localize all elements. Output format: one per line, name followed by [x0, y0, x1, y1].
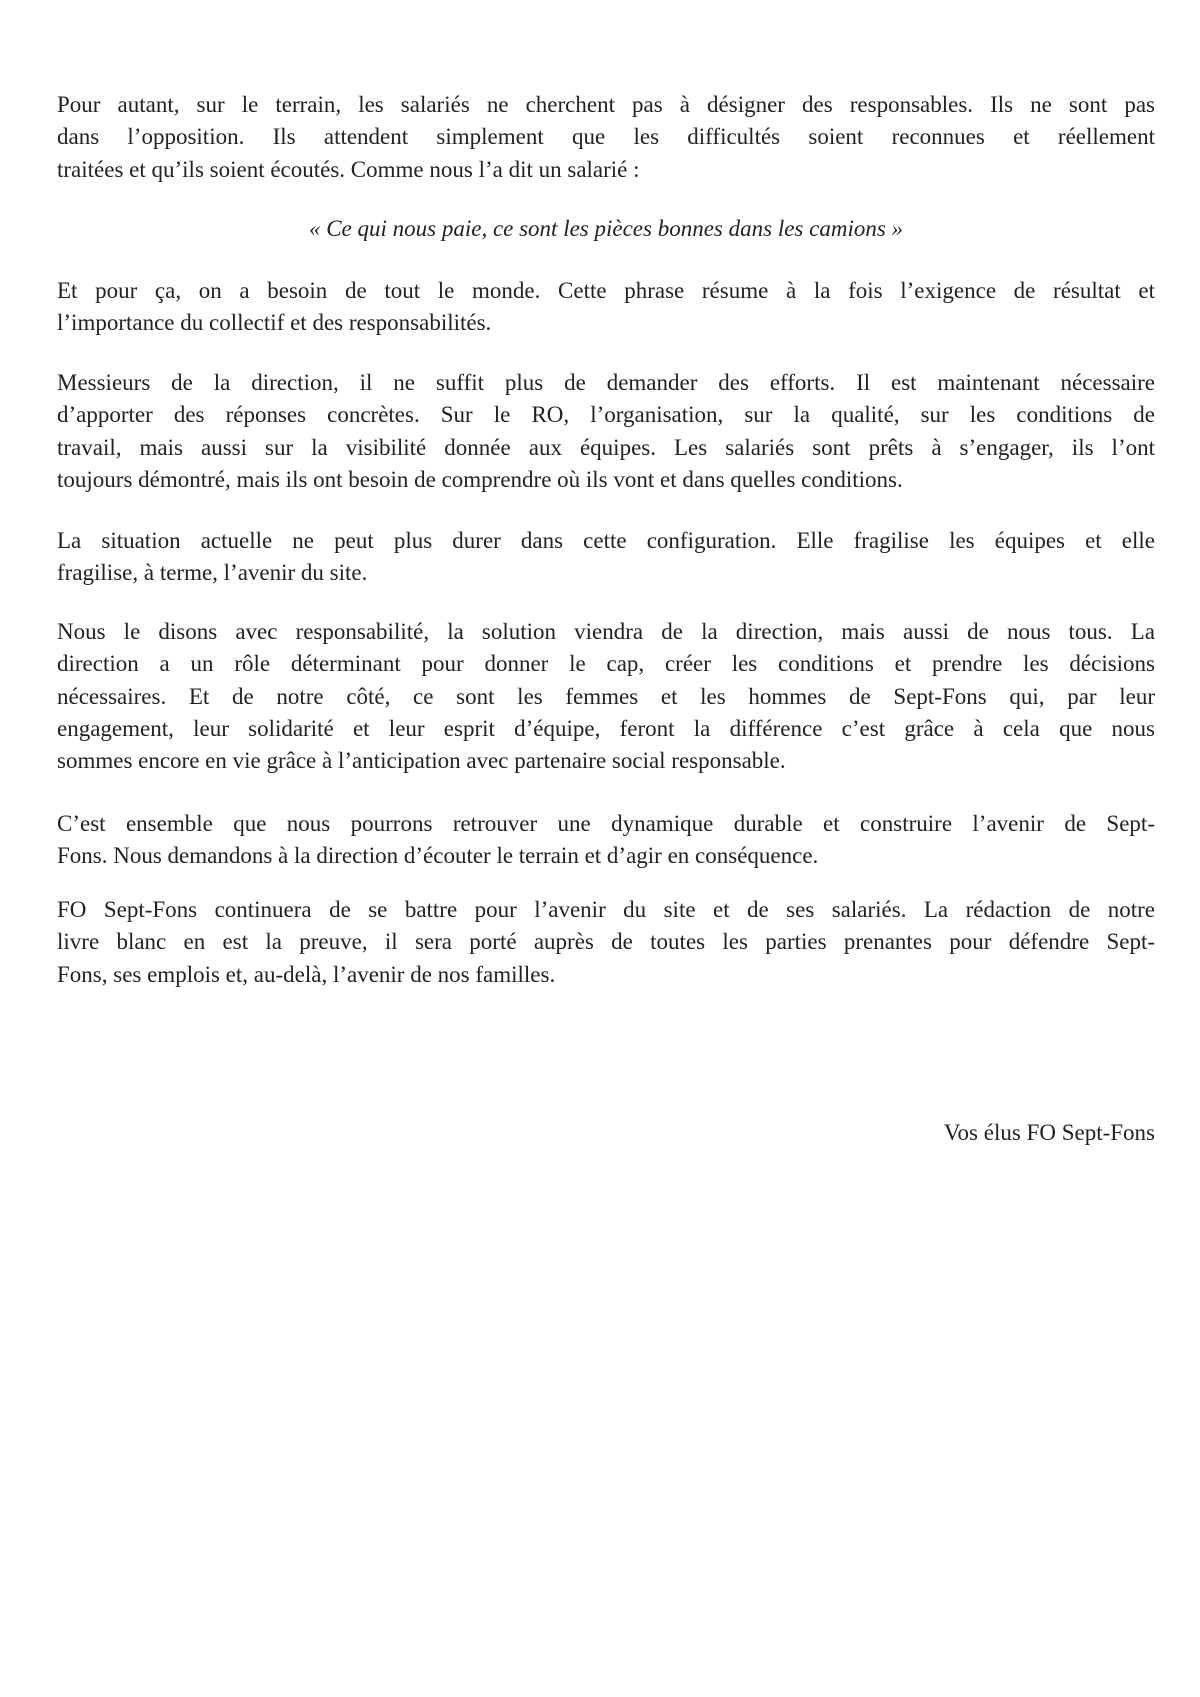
text-line: La situation actuelle ne peut plus durer dans cette configuration. Elle fragilise les équipes et elle [57, 528, 1155, 553]
text-line: Pour autant, sur le terrain, les salariés ne cherchent pas à désigner des responsables. Ils ne sont pas [57, 92, 1155, 117]
text-line: d’apporter des réponses concrètes. Sur le RO, l’organisation, sur la qualité, sur les conditions de [57, 402, 1155, 428]
signature: Vos élus FO Sept-Fons [943, 1120, 1155, 1145]
paragraph [57, 275, 1155, 340]
text-line: FO Sept-Fons continuera de se battre pour l’avenir du site et de ses salariés. La rédaction de notre [57, 897, 1155, 922]
text-line: toujours démontré, mais ils ont besoin de comprendre où ils vont et dans quelles conditions. [57, 466, 903, 492]
text-line: engagement, leur solidarité et leur esprit d’équipe, feront la différence c’est grâce à cela que nous [57, 715, 1155, 741]
text-line: Messieurs de la direction, il ne suffit plus de demander des efforts. Il est maintenant nécessaire [57, 370, 1155, 395]
text-line: l’importance du collectif et des responsabilités. [57, 310, 492, 336]
text-line: nécessaires. Et de notre côté, ce sont les femmes et les hommes de Sept-Fons qui, par leur [57, 683, 1155, 709]
text-line: sommes encore en vie grâce à l’anticipation avec partenaire social responsable. [57, 748, 786, 774]
paragraph [57, 367, 1155, 496]
text-line: fragilise, à terme, l’avenir du site. [57, 560, 368, 586]
text-line: C’est ensemble que nous pourrons retrouver une dynamique durable et construire l’avenir de Sept- [57, 811, 1155, 836]
text-line: Et pour ça, on a besoin de tout le monde. Cette phrase résume à la fois l’exigence de résultat et [57, 278, 1155, 303]
paragraph [57, 808, 1155, 873]
paragraph [57, 525, 1155, 590]
text-line: Fons. Nous demandons à la direction d’écouter le terrain et d’agir en conséquence. [57, 843, 819, 869]
paragraph [57, 894, 1155, 991]
paragraph [57, 89, 1155, 186]
quote: « Ce qui nous paie, ce sont les pièces bonnes dans les camions » [308, 216, 904, 241]
text-line: Fons, ses emplois et, au-delà, l’avenir de nos familles. [57, 961, 556, 987]
text-line: direction a un rôle déterminant pour donner le cap, créer les conditions et prendre les décisions [57, 651, 1155, 677]
paragraph [57, 616, 1155, 777]
text-line: traitées et qu’ils soient écoutés. Comme nous l’a dit un salarié : [57, 156, 640, 182]
text-line: livre blanc en est la preuve, il sera porté auprès de toutes les parties prenantes pour défendre Sept- [57, 929, 1155, 955]
text-line: travail, mais aussi sur la visibilité donnée aux équipes. Les salariés sont prêts à s’engager, ils l’ont [57, 434, 1155, 460]
text-line: Nous le disons avec responsabilité, la solution viendra de la direction, mais aussi de nous tous. La [57, 619, 1155, 644]
text-line: dans l’opposition. Ils attendent simplement que les difficultés soient reconnues et réellement [57, 124, 1155, 150]
